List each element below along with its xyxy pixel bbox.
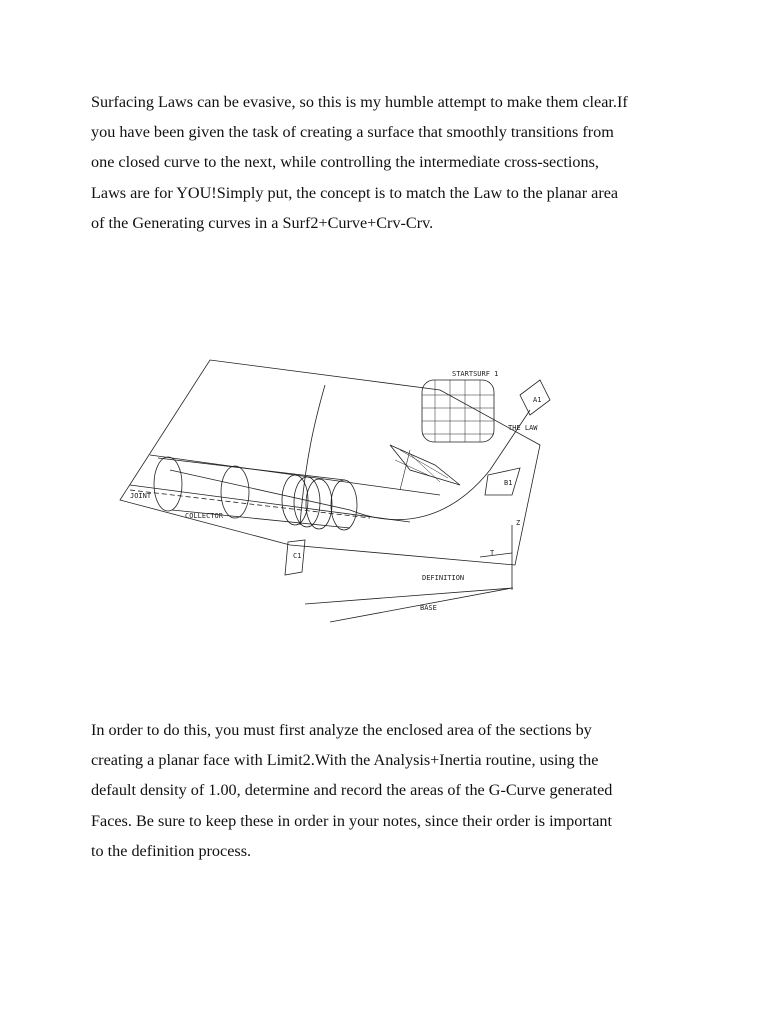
base-label: BASE [420, 604, 437, 612]
text-line: you have been given the task of creating a surface that smoothly transitions from [91, 123, 614, 142]
intro-paragraph [91, 87, 691, 238]
text-line: In order to do this, you must first analyze the enclosed area of the sections by [91, 721, 592, 739]
startsurf-label: STARTSURF 1 [452, 370, 499, 378]
hatched-diamond [390, 445, 460, 485]
text-line: Laws are for YOU!Simply put, the concept is to match the Law to the planar area [91, 183, 619, 202]
text-line: to the definition process. [91, 841, 252, 860]
surface-law-diagram [110, 350, 570, 640]
flag-b1 [485, 468, 520, 495]
definition-line [305, 588, 513, 604]
text-line: default density of 1.00, determine and record the areas of the G-Curve generated [91, 781, 613, 800]
procedure-paragraph [91, 715, 691, 866]
joint-label: JOINT [130, 492, 152, 500]
surface-guide-line [130, 485, 410, 522]
text-line: creating a planar face with Limit2.With the Analysis+Inertia routine, using the [91, 751, 599, 770]
text-line: of the Generating curves in a Surf2+Curve+Crv-Crv. [91, 213, 434, 232]
cylinder-section [221, 466, 249, 518]
surface-outline [120, 360, 540, 565]
cylinder-end [154, 457, 182, 511]
hatched-section [331, 480, 357, 530]
text-line: one closed curve to the next, while controlling the intermediate cross-sections, [91, 153, 599, 172]
c1-label: C1 [293, 552, 302, 560]
collector-label: COLLECTOR [185, 512, 223, 520]
t-label: T [490, 549, 495, 557]
the-law-label: THE LAW [508, 424, 538, 432]
text-line: Surfacing Laws can be evasive, so this is my humble attempt to make them clear.If [91, 93, 628, 111]
z-axis-label: Z [516, 519, 521, 527]
a1-label: A1 [533, 396, 542, 404]
text-line: Faces. Be sure to keep these in order in your notes, since their order is important [91, 811, 613, 830]
definition-label: DEFINITION [422, 574, 465, 582]
cylinder-edge [158, 458, 345, 480]
b1-label: B1 [504, 479, 513, 487]
